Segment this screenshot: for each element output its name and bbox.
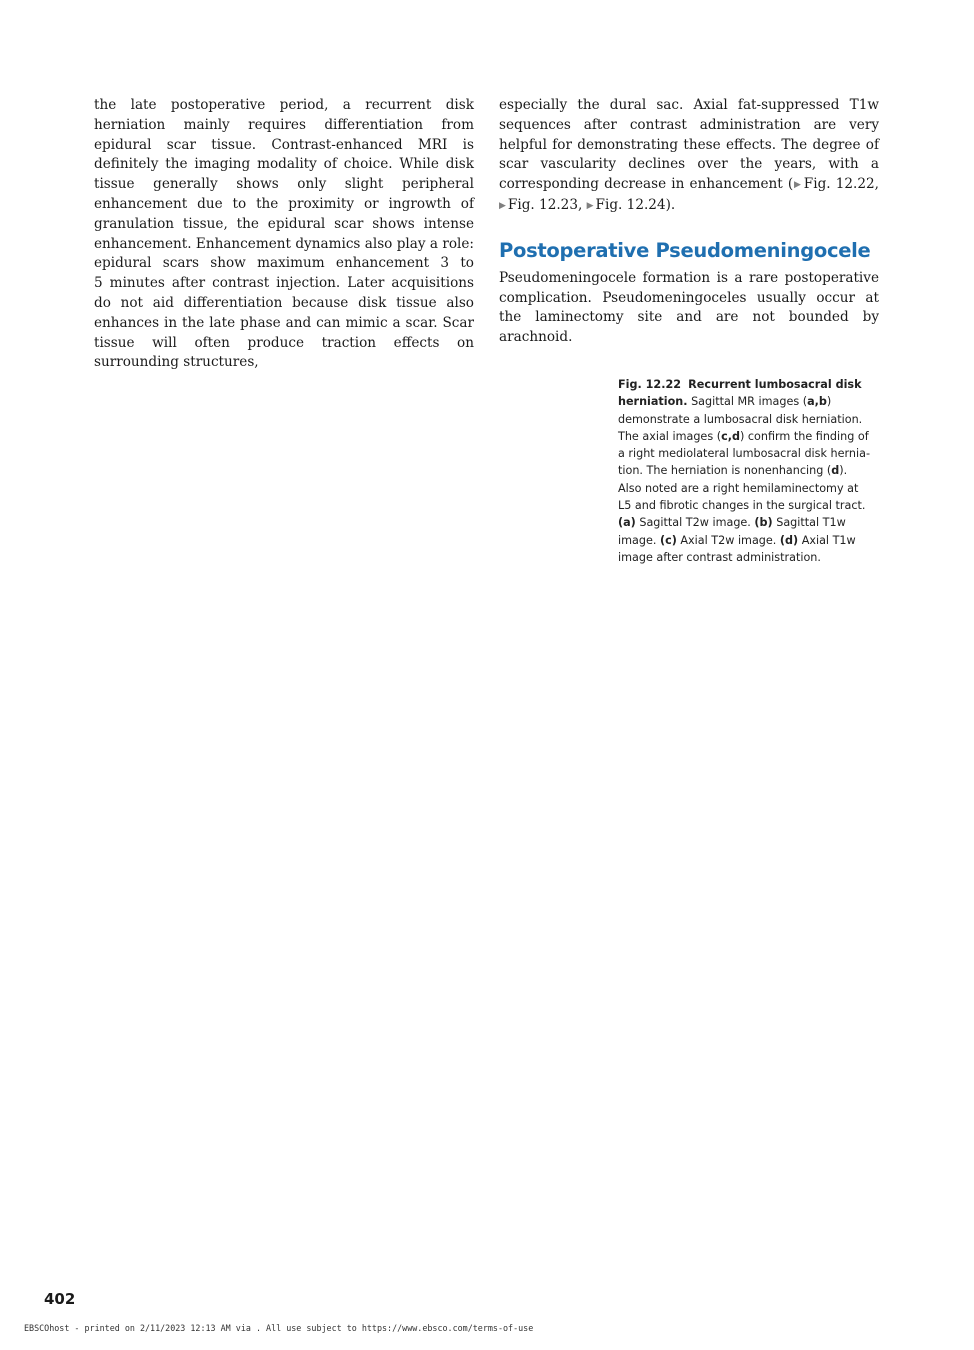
- page-number: 402: [44, 1290, 76, 1308]
- left-text-column: [94, 96, 474, 373]
- figure-caption: Fig. 12.22 Recurrent lumbosacral disk herniation. Sagittal MR images (a,b) demonstrate a lumbosacral disk herniation. The axial images (c,d) confirm the finding of a right mediolateral lumbosacral disk herniation. The herniation is nonenhancing (d). Also noted are a right hemilaminectomy at L5 and fibrotic changes in the surgical tract. (a) Sagittal T2w image. (b) Sagittal T1w image. (c) Axial T2w image. (d) Axial T1w image after contrast administration.: [618, 378, 870, 564]
- figure-link-12-24[interactable]: ▶ Fig. 12.24: [586, 196, 666, 213]
- triangle-right-icon: ▶: [793, 180, 802, 191]
- figure-link-12-22[interactable]: ▶ Fig. 12.22: [793, 176, 875, 193]
- body-paragraph-scar-vascularity: especially the dural sac. Axial fat-suppressed T1w sequences after contrast administration are very helpful for demonstrating these effects. The degree of scar vascularity declines over the years, with a corresponding decrease in enhancement (▶ Fig. 12.22, ▶ Fig. 12.23, ▶ Fig. 12.24).: [499, 97, 879, 213]
- body-paragraph-pseudomeningocele: Pseudomeningocele formation is a rare postoperative complication. Pseudomeningoceles usually occur at the laminectomy site and are not bounded by arachnoid.: [499, 269, 879, 346]
- triangle-right-icon: ▶: [499, 200, 506, 211]
- section-heading: Postoperative Pseudomeningocele: [499, 238, 871, 262]
- figure-label: Fig. 12.22: [618, 378, 682, 391]
- print-footer: EBSCOhost - printed on 2/11/2023 12:13 AM via . All use subject to https://www.ebsco.com/terms-of-use: [24, 1323, 534, 1333]
- triangle-right-icon: ▶: [586, 200, 594, 211]
- figure-title: Recurrent lumbosacral disk herniation.: [618, 378, 862, 409]
- figure-link-12-23[interactable]: ▶ Fig. 12.23: [499, 196, 578, 213]
- paragraph-text: especially the dural sac. Axial fat-suppressed T1w sequences after contrast administration are very helpful for demonstrating these effects. The degree of scar vascularity declines over the years, with a corresponding decrease in enhancement (: [499, 97, 879, 193]
- body-paragraph-continued: the late postoperative period, a recurrent disk herniation mainly requires differentiation from epidural scar tissue. Contrast-enhanced MRI is definitely the imaging modality of choice. While disk tissue generally shows only slight peripheral enhancement due to the proximity or ingrowth of granulation tissue, the epidural scar shows intense enhancement. Enhancement dynamics also play a role: epidural scars show maximum enhancement 3 to 5 minutes after contrast injection. Later acquisitions do not aid differentiation because disk tissue also enhances in the late phase and can mimic a scar. Scar tissue will often produce traction effects on surrounding structures,: [94, 97, 474, 371]
- right-text-column: [499, 96, 879, 348]
